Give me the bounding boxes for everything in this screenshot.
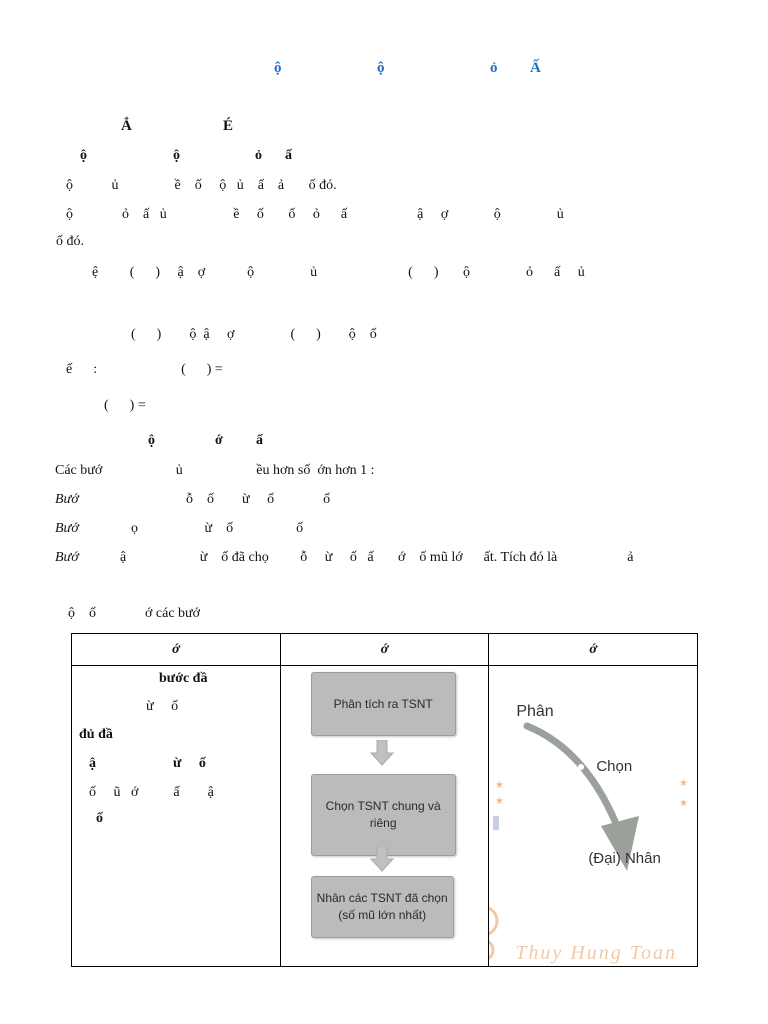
arc-label-middle: Chọn	[596, 758, 633, 775]
body-line: ộ ủ ề ố ộ ủ ấ ả ố đó.	[66, 178, 337, 193]
diagram-cell	[489, 666, 698, 967]
doc-title-part: ộ	[274, 60, 282, 76]
body-line: ( ) =	[104, 398, 146, 413]
subheading-part: ấ	[285, 148, 292, 163]
step-2-label: Bướ	[55, 521, 79, 536]
steps-comparison-table	[71, 633, 698, 967]
watermark: Thuy Hung Toan	[515, 942, 678, 964]
body-line: ệ ( ) ậ ợ ộ ủ ( ) ộ ỏ ấ ủ	[92, 265, 585, 280]
table-caption: ộ ố ớ các bướ	[68, 606, 201, 621]
table-header-cell: ớ	[280, 634, 489, 666]
arc-label-start: Phân	[516, 703, 554, 720]
body-line: ố đó.	[56, 234, 84, 249]
body-line: ế : ( ) =	[66, 362, 223, 377]
table-header-cell: ớ	[489, 634, 698, 666]
steps-intro: Các bướ ủ ều hơn số ớn hơn 1 :	[55, 463, 375, 478]
step-3-text: ậ ừ ố đã chọ ỗ ừ ố ấ ớ ố mũ lớ ất. Tích đó là ả	[120, 550, 634, 565]
col1-line: ố ũ ớ ấ ậ	[89, 785, 214, 800]
flow-box-choose: Chọn TSNT chung và riêng	[311, 774, 456, 856]
flow-box-multiply: Nhân các TSNT đã chọn (số mũ lớn nhất)	[311, 876, 454, 938]
down-arrow-icon	[370, 740, 394, 766]
col1-line: bước đầ	[159, 671, 208, 686]
subheading-part: ấ	[256, 433, 263, 448]
subheading-part: ỏ	[255, 148, 262, 163]
subheading-part: ộ	[80, 148, 87, 163]
section-heading-part: Ắ	[121, 118, 132, 134]
step-1-text: ỗ ố ừ ố ố	[186, 492, 331, 507]
svg-text:★: ★	[679, 798, 689, 809]
svg-text:★: ★	[679, 778, 689, 789]
doc-title-part: Ấ	[530, 60, 541, 76]
doc-title-part: ỏ	[490, 60, 498, 76]
down-arrow-icon	[370, 846, 394, 872]
table-header-cell: ớ	[72, 634, 281, 666]
col1-line: ừ ố	[146, 699, 179, 714]
subheading-part: ộ	[173, 148, 180, 163]
subheading-part: ớ	[215, 433, 223, 448]
step-3-label: Bướ	[55, 550, 79, 565]
doc-title-part: ộ	[377, 60, 385, 76]
flowchart-cell	[280, 666, 489, 967]
table-header-row	[72, 634, 698, 666]
arc-label-end: (Đại) Nhân	[588, 850, 661, 867]
step-1-label: Bướ	[55, 492, 79, 507]
text-column-cell	[72, 666, 281, 967]
subheading-part: ộ	[148, 433, 155, 448]
svg-text:★: ★	[495, 780, 505, 791]
body-line: ộ ỏ ấ ủ ề ố ố ỏ ấ ậ ợ ộ ủ	[66, 207, 564, 222]
step-2-text: ọ ừ ố ố	[131, 521, 304, 536]
table-row	[72, 666, 698, 967]
flow-box-analyze: Phân tích ra TSNT	[311, 672, 456, 736]
col1-line: ậ ừ ố	[89, 756, 206, 771]
svg-text:★: ★	[495, 796, 505, 807]
section-heading-part: É	[223, 118, 234, 134]
body-line: ( ) ộ ậ ợ ( ) ộ ố	[131, 327, 377, 342]
col1-line: đủ đầ	[79, 727, 113, 742]
col1-line: ố	[96, 811, 103, 826]
